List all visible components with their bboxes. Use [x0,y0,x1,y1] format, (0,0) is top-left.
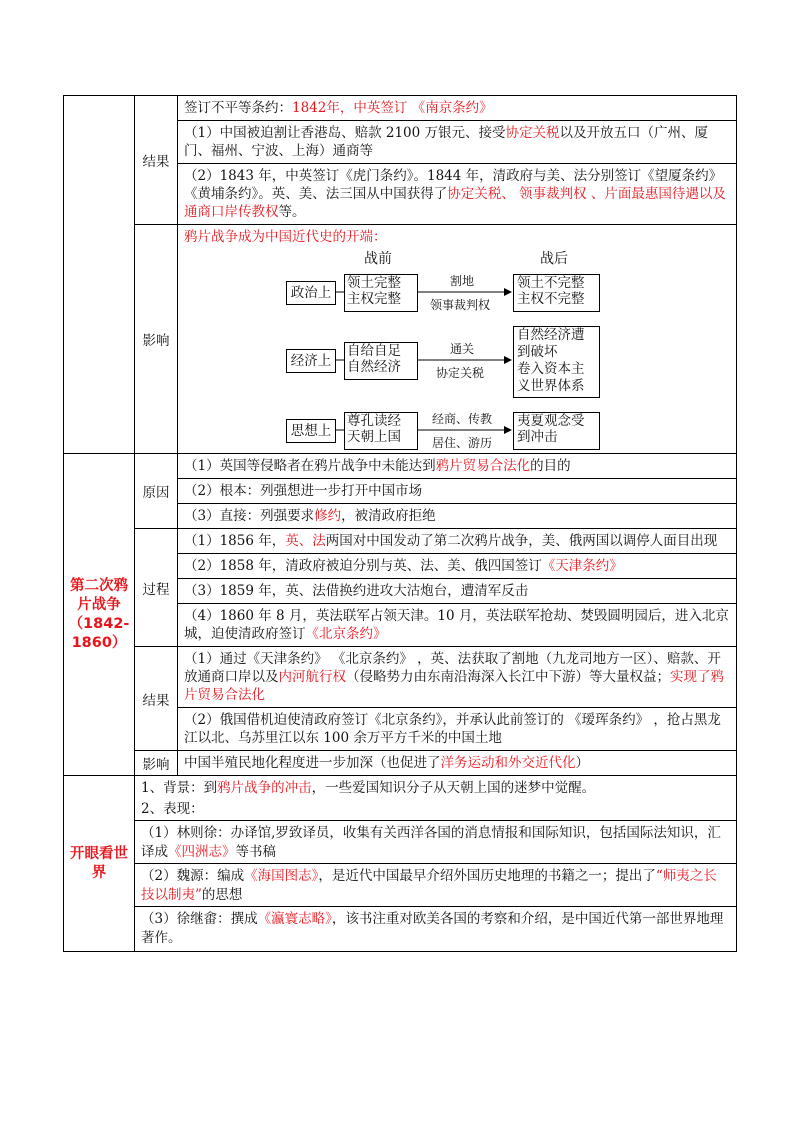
open-eyes-title: 开眼看世界 [64,776,135,952]
category-politics: 政治上 [286,281,336,305]
before-header: 战前 [364,251,392,267]
category-economy: 经济上 [286,349,336,373]
thought-arrow-bottom: 居住、游历 [432,436,493,450]
second-impact-content: 中国半殖民地化程度进一步加深（也促进了洋务运动和外交近代化） [178,751,737,776]
cause-content: （1）英国等侵略者在鸦片战争中未能达到鸦片贸易合法化的目的 （2）根本：列强想进一步打开中国市场 （3）直接：列强要求修约，被清政府拒绝 [178,454,737,529]
before-after-diagram [178,246,736,453]
history-notes-table [63,95,737,952]
result-item-2: （2）1843 年，中英签订《虎门条约》。1844 年，清政府与美、法分别签订《望厦条约》《黄埔条约》。英、美、法三国从中国获得了协定关税、 领事裁判权 、片面最惠国待遇以及通商口岸传教权等。 [178,163,736,224]
after-economy: 自然经济遭 到破坏 卷入资本主 义世界体系 [513,326,600,398]
economy-arrow-top: 通关 [450,342,475,356]
cause-label: 原因 [135,454,178,529]
impact-title: 鸦片战争成为中国近代史的开端： [184,229,387,245]
after-politics: 领土不完整 主权不完整 [513,274,600,312]
before-thought: 尊孔读经 天朝上国 [344,412,418,450]
opium-war-topic-cell [64,96,135,454]
open-eyes-row [64,776,737,952]
opium-impact-content [178,225,737,454]
economy-arrow-bottom: 协定关税 [436,366,485,380]
second-war-title: 第二次鸦片战争（1842-1860） [64,454,135,776]
opium-result-row [64,96,737,225]
politics-arrow-bottom: 领事裁判权 [430,298,491,312]
treaty-line: 签订不平等条约：1842年，中英签订 《南京条约》 [184,100,493,116]
opium-result-content [178,96,737,225]
open-eyes-content: 1、背景：到鸦片战争的冲击，一些爱国知识分子从天朝上国的迷梦中觉醒。 2、表现： （1）林则徐：办译馆,罗致译员，收集有关西洋各国的消息情报和国际知识，包括国际法知识，汇译成《四洲志》等书稿 （2）魏源：编成《海国图志》，是近代中国最早介绍外国历史地理的书籍之一；提出了“师夷之长技以制夷”的思想 （3）徐继畬：撰成《瀛寰志略》，该书注重对欧美各国的考察和介绍，是中国近代第一部世界地理著作。 [135,776,737,952]
second-result-label: 结果 [135,647,178,751]
politics-arrow-top: 割地 [450,274,475,288]
result-item-1: （1）中国被迫割让香港岛、赔款 2100 万银元、接受协定关税以及开放五口（广州、厦门、福州、宁波、上海）通商等 [178,120,736,163]
process-label: 过程 [135,529,178,647]
second-result-content: （1）通过《天津条约》 《北京条约》 ，英、法获取了割地（九龙司地方一区）、赔款、开放通商口岸以及内河航行权（侵略势力由东南沿海深入长江中下游）等大量权益；实现了鸦片贸易合法化 （2）俄国借机迫使清政府签订《北京条约》，并承认此前签订的 《瑷珲条约》 ，抢占黑龙江以北、乌苏里江以东 100 余万平方千米的中国土地 [178,647,737,751]
opium-impact-row [64,225,737,454]
second-impact-label: 影响 [135,751,178,776]
opium-impact-label: 影响 [135,225,178,454]
thought-arrow-top: 经商、传教 [432,412,493,426]
second-war-cause-row [64,454,737,529]
before-politics: 领土完整 主权完整 [344,274,418,312]
after-header: 战后 [540,251,568,267]
after-thought: 夷夏观念受 到冲击 [513,412,600,450]
second-war-impact-row [64,751,737,776]
nanjing-treaty: 1842年，中英签订 《南京条约》 [292,100,493,116]
process-content: （1）1856 年，英、法两国对中国发动了第二次鸦片战争，美、俄两国以调停人面目出现 （2）1858 年，清政府被迫分别与英、法、美、俄四国签订《天津条约》 （3）1859 年，英、法借换约进攻大沽炮台，遭清军反击 （4）1860 年 8 月，英法联军占领天津。10 月，英法联军抢劫、焚毁圆明园后，进入北京城，迫使清政府签订《北京条约》 [178,529,737,647]
before-economy: 自给自足 自然经济 [344,342,418,380]
second-war-result-row [64,647,737,751]
opium-result-label: 结果 [135,96,178,225]
second-war-process-row [64,529,737,647]
category-thought: 思想上 [286,419,336,443]
